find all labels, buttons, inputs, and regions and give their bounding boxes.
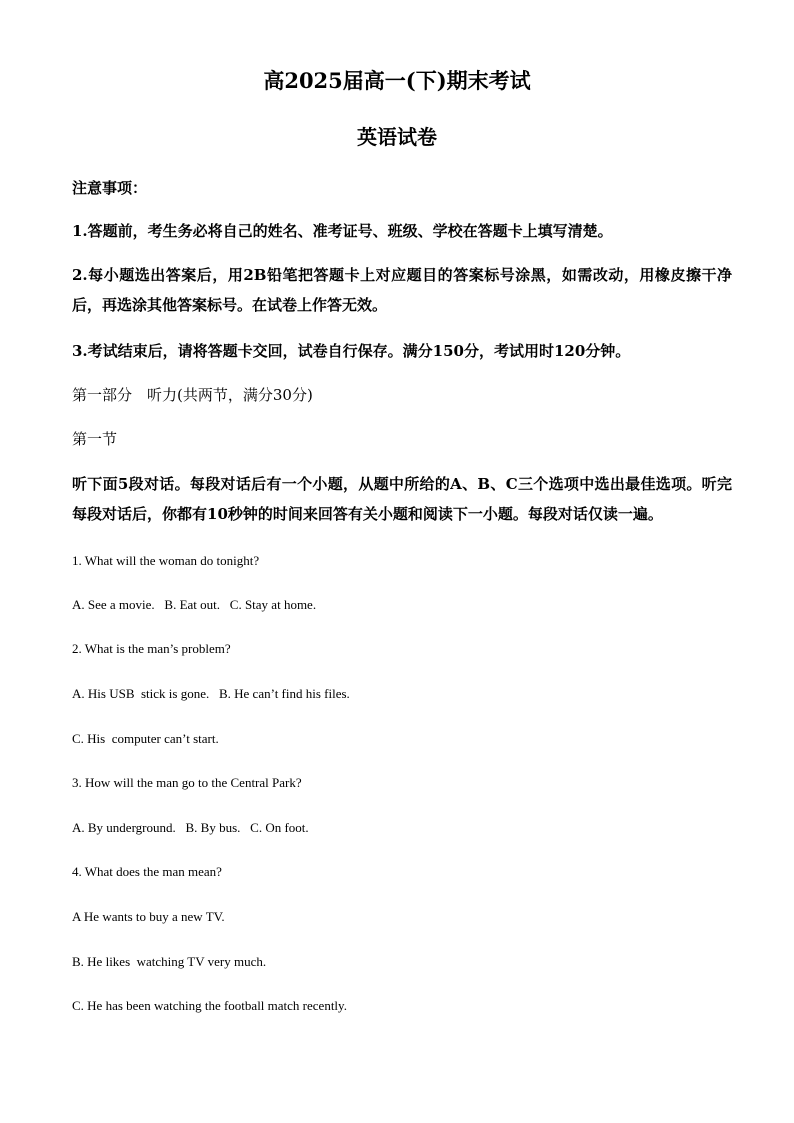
question-2-option-c: C. His computer can’t start.: [72, 731, 219, 746]
exam-subtitle: 英语试卷: [357, 125, 437, 149]
listening-instructions: 听下面5段对话。每段对话后有一个小题，从题中所给的A、B、C三个选项中选出最佳选项。听完每段对话后，你都有10秒钟的时间来回答有关小题和阅读下一小题。每段对话仅读一遍。: [72, 475, 732, 523]
question-1-options: A. See a movie. B. Eat out. C. Stay at home.: [72, 597, 317, 612]
question-2-stem: 2. What is the man’s problem?: [72, 641, 231, 656]
question-3-options: A. By underground. B. By bus. C. On foot.: [72, 820, 309, 835]
note-item-2: 2.每小题选出答案后，用2B铅笔把答题卡上对应题目的答案标号涂黑，如需改动，用橡皮擦干净后，再选涂其他答案标号。在试卷上作答无效。: [72, 266, 732, 314]
part1-heading: 第一部分 听力(共两节，满分30分): [72, 386, 313, 404]
question-1-stem: 1. What will the woman do tonight?: [72, 553, 260, 568]
question-4-option-a: A He wants to buy a new TV.: [72, 909, 225, 924]
note-item-1: 1.答题前，考生务必将自己的姓名、准考证号、班级、学校在答题卡上填写清楚。: [72, 222, 613, 240]
question-4-option-c: C. He has been watching the football match recently.: [72, 998, 347, 1013]
question-4-option-b: B. He likes watching TV very much.: [72, 954, 267, 969]
notes-heading: 注意事项：: [72, 179, 148, 197]
section1-heading: 第一节: [72, 430, 118, 448]
question-3-stem: 3. How will the man go to the Central Park?: [72, 775, 302, 790]
question-4-stem: 4. What does the man mean?: [72, 864, 222, 879]
question-2-options-ab: A. His USB stick is gone. B. He can’t find his files.: [72, 686, 350, 701]
note-item-3: 3.考试结束后，请将答题卡交回，试卷自行保存。满分150分，考试用时120分钟。: [72, 342, 631, 360]
exam-title: 高2025届高一(下)期末考试: [263, 68, 531, 93]
